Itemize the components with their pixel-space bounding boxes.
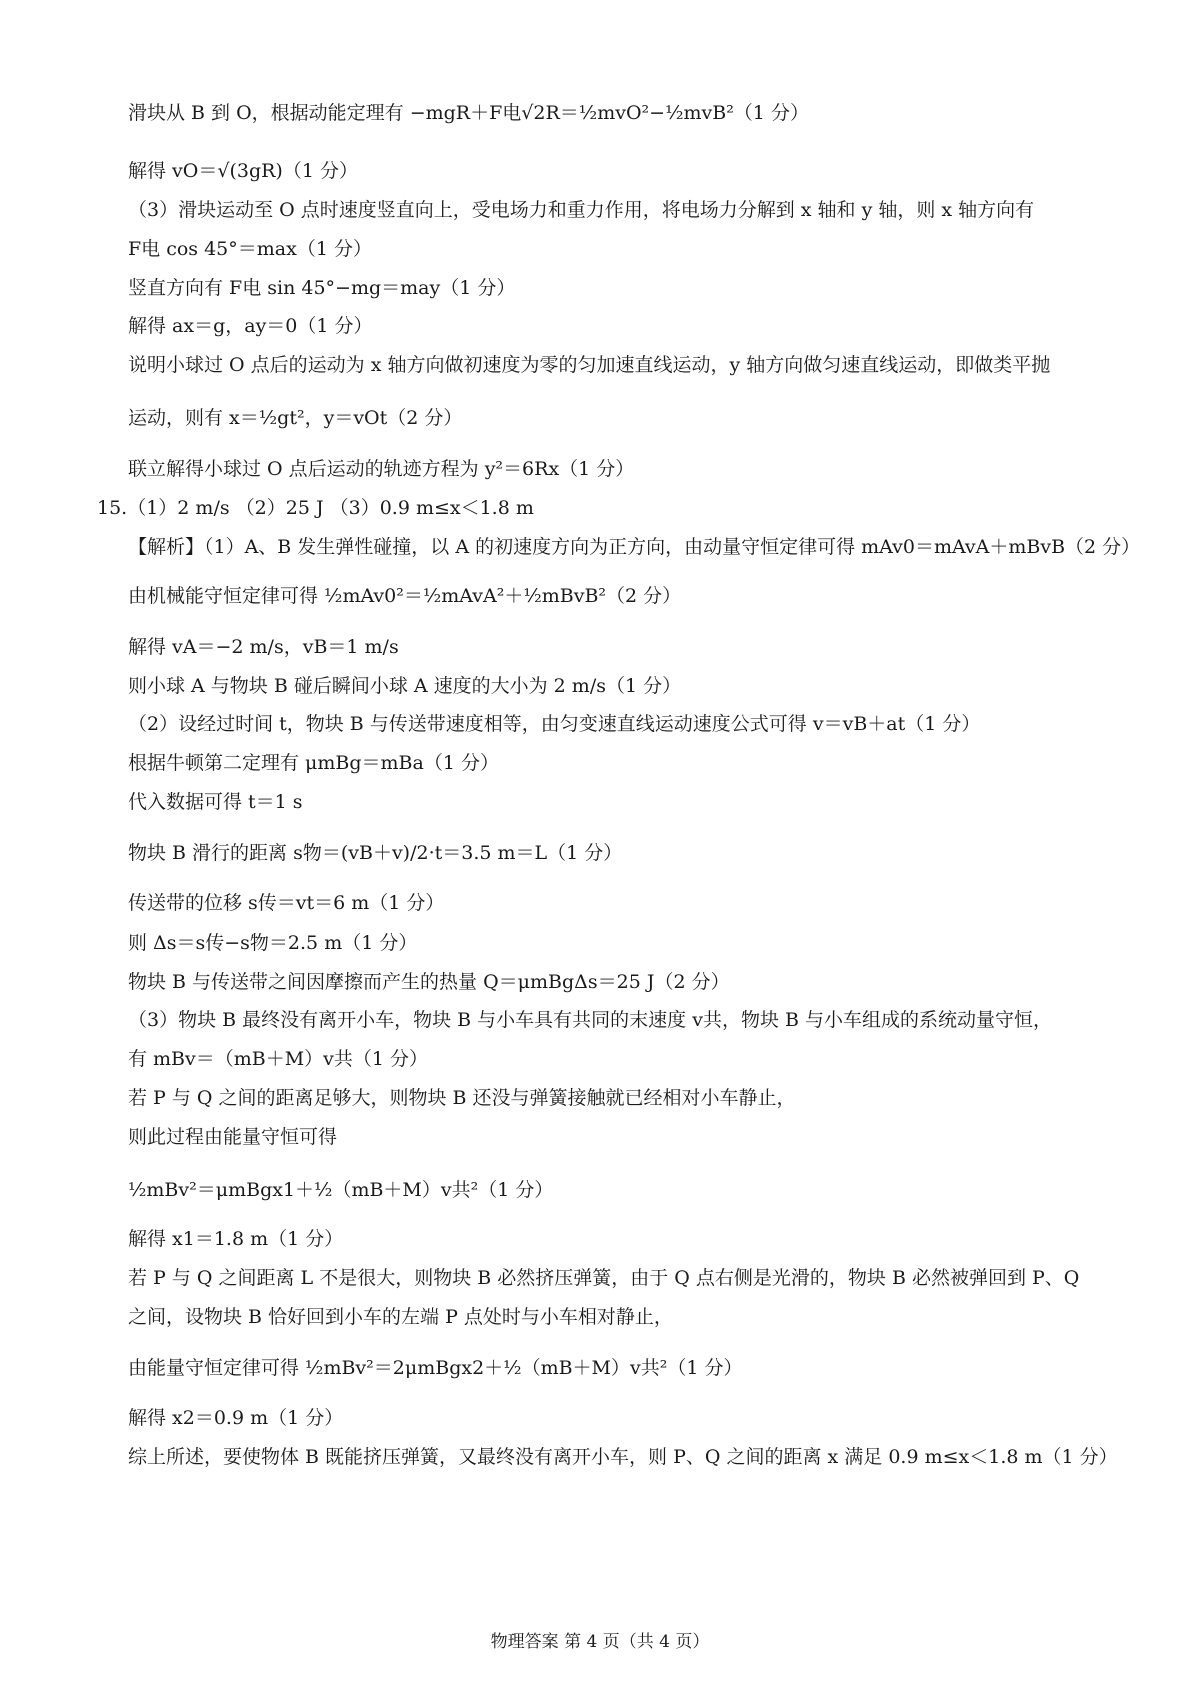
text-line: 解得 vO＝√(3gR)（1 分） [128,160,358,182]
text-line: F电 cos 45°＝max（1 分） [128,238,372,260]
text-line: 说明小球过 O 点后的运动为 x 轴方向做初速度为零的匀加速直线运动，y 轴方向做匀速直线运动，即做类平抛 [128,354,1051,376]
text-line: 根据牛顿第二定理有 μmBg＝mBa（1 分） [128,752,499,774]
text-line: 物块 B 滑行的距离 s物＝(vB＋v)/2·t＝3.5 m＝L（1 分） [128,842,623,864]
text-line: 运动，则有 x＝½gt²，y＝vOt（2 分） [128,407,463,429]
text-line: （3）物块 B 最终没有离开小车，物块 B 与小车具有共同的末速度 v共，物块 B 与小车组成的系统动量守恒， [128,1009,1052,1031]
text-line: 解得 x2＝0.9 m（1 分） [128,1407,344,1429]
text-line: 若 P 与 Q 之间距离 L 不是很大，则物块 B 必然挤压弹簧，由于 Q 点右侧是光滑的，物块 B 必然被弹回到 P、Q [128,1267,1080,1289]
text-line: （2）设经过时间 t，物块 B 与传送带速度相等，由匀变速直线运动速度公式可得 v＝vB＋at（1 分） [128,713,981,735]
text-line: ½mBv²＝μmBgx1＋½（mB＋M）v共²（1 分） [128,1179,554,1201]
text-line: 传送带的位移 s传＝vt＝6 m（1 分） [128,892,445,914]
text-line: 代入数据可得 t＝1 s [128,791,303,813]
page-footer: 物理答案 第 4 页（共 4 页） [490,1632,710,1652]
text-line: 则小球 A 与物块 B 碰后瞬间小球 A 速度的大小为 2 m/s（1 分） [128,675,682,697]
text-line: 联立解得小球过 O 点后运动的轨迹方程为 y²＝6Rx（1 分） [128,458,635,480]
question-15-answers: 15.（1）2 m/s （2）25 J （3）0.9 m≤x＜1.8 m [97,497,534,519]
text-line: 之间，设物块 B 恰好回到小车的左端 P 点处时与小车相对静止， [128,1306,673,1328]
text-line: 有 mBv＝（mB＋M）v共（1 分） [128,1048,429,1070]
text-line: 由能量守恒定律可得 ½mBv²＝2μmBgx2＋½（mB＋M）v共²（1 分） [128,1357,743,1379]
text-line: 解得 vA＝−2 m/s，vB＝1 m/s [128,636,399,658]
text-line: 物块 B 与传送带之间因摩擦而产生的热量 Q＝μmBgΔs＝25 J（2 分） [128,971,730,993]
text-line: 竖直方向有 F电 sin 45°−mg＝may（1 分） [128,277,516,299]
text-line: 若 P 与 Q 之间的距离足够大，则物块 B 还没与弹簧接触就已经相对小车静止， [128,1087,796,1109]
text-line: 解得 ax＝g，ay＝0（1 分） [128,315,373,337]
text-line: 综上所述，要使物体 B 既能挤压弹簧，又最终没有离开小车，则 P、Q 之间的距离 x 满足 0.9 m≤x＜1.8 m（1 分） [128,1446,1118,1468]
text-line: 解得 x1＝1.8 m（1 分） [128,1228,344,1250]
text-line: （3）滑块运动至 O 点时速度竖直向上，受电场力和重力作用，将电场力分解到 x 轴和 y 轴，则 x 轴方向有 [128,199,1035,221]
text-line: 滑块从 B 到 O，根据动能定理有 −mgR＋F电√2R＝½mvO²−½mvB²（1 分） [128,102,809,124]
text-line: 由机械能守恒定律可得 ½mAv0²＝½mAvA²＋½mBvB²（2 分） [128,585,682,607]
text-line: 则此过程由能量守恒可得 [128,1126,338,1148]
text-line: 【解析】（1）A、B 发生弹性碰撞，以 A 的初速度方向为正方向，由动量守恒定律可得 mAv0＝mAvA＋mBvB（2 分） [128,536,1141,558]
text-line: 则 Δs＝s传−s物＝2.5 m（1 分） [128,932,418,954]
